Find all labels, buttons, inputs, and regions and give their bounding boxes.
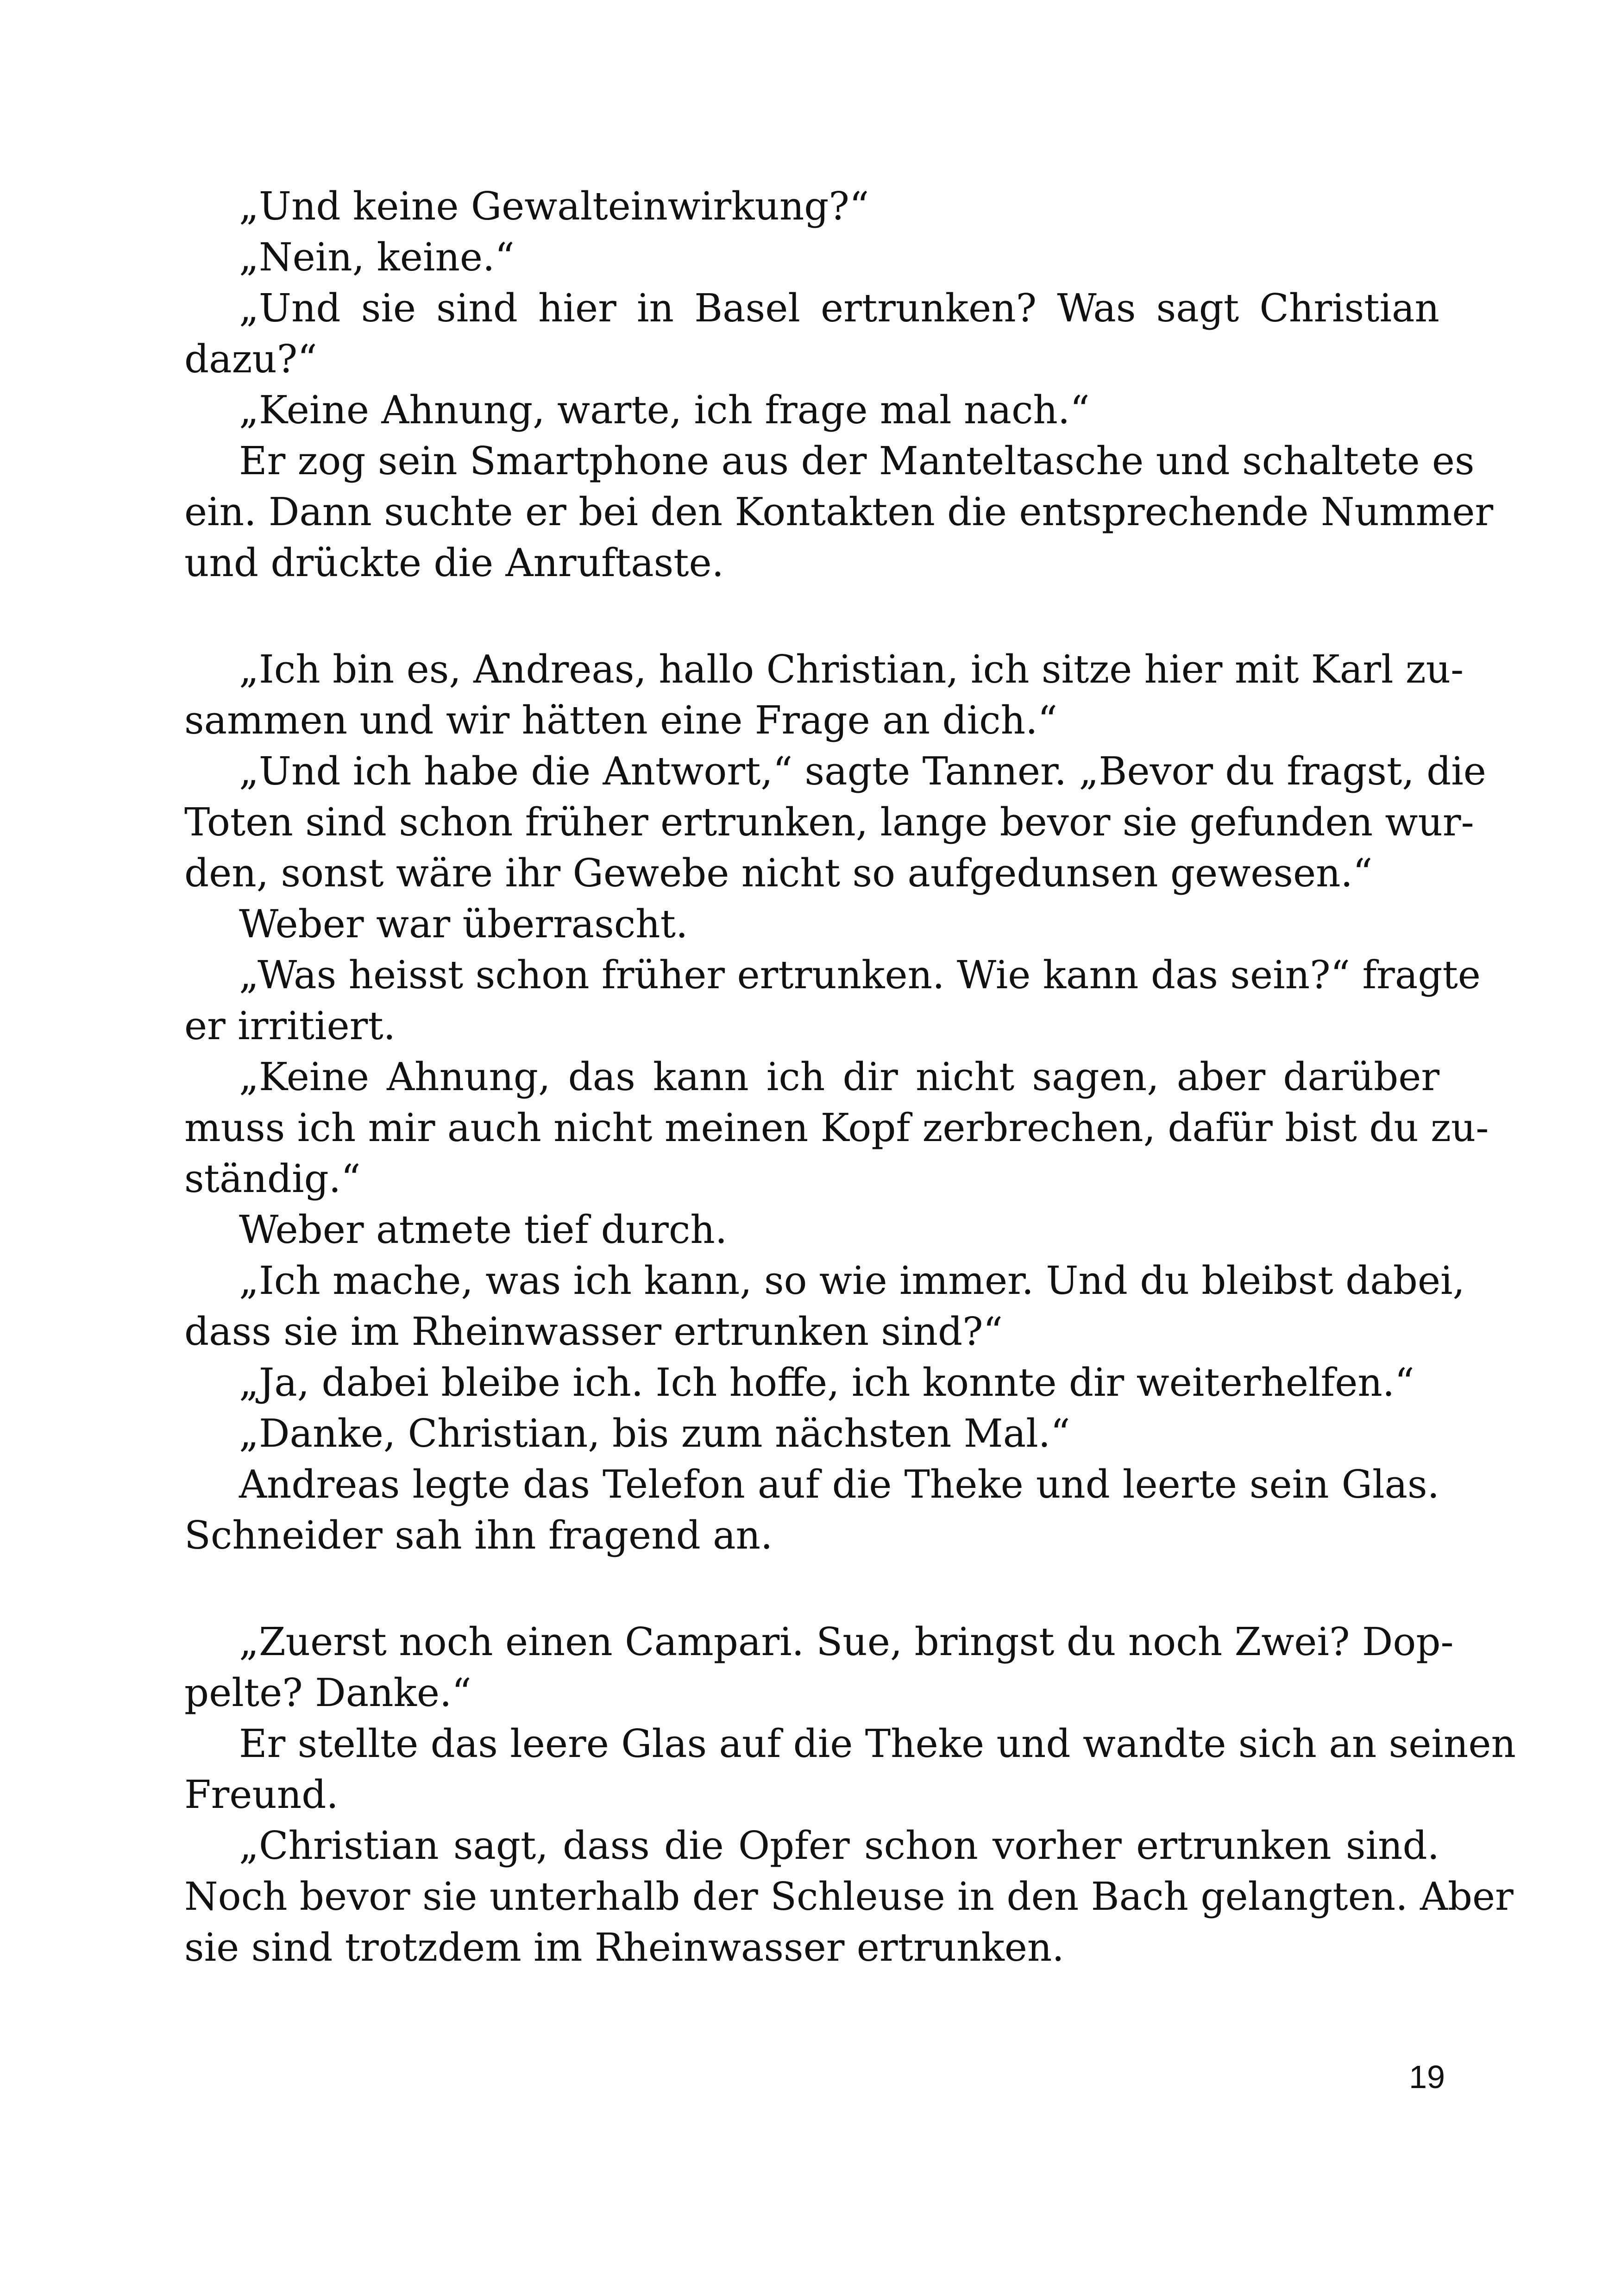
text-line: „Ja, dabei bleibe ich. Ich hoffe, ich konnte dir weiterhelfen.“ [239, 1360, 1414, 1405]
text-line: „Und ich habe die Antwort,“ sagte Tanner. „Bevor du fragst, die [239, 749, 1486, 794]
text-line: „Danke, Christian, bis zum nächsten Mal.“ [239, 1411, 1070, 1456]
text-line: und drückte die Anruftaste. [184, 540, 724, 585]
text-line: sammen und wir hätten eine Frage an dich.“ [184, 698, 1057, 743]
text-line: „Ich bin es, Andreas, hallo Christian, ich sitze hier mit Karl zu- [239, 647, 1464, 692]
text-line: „Nein, keine.“ [239, 235, 515, 280]
text-line: den, sonst wäre ihr Gewebe nicht so aufgedunsen gewesen.“ [184, 851, 1373, 896]
text-line: Freund. [184, 1772, 339, 1817]
text-line: Andreas legte das Telefon auf die Theke und leerte sein Glas. [239, 1462, 1439, 1507]
text-line: ein. Dann suchte er bei den Kontakten die entsprechende Nummer [184, 489, 1494, 534]
text-line: ständig.“ [184, 1156, 361, 1201]
text-line: Weber atmete tief durch. [239, 1207, 728, 1252]
text-line: „Ich mache, was ich kann, so wie immer. Und du bleibst dabei, [239, 1258, 1465, 1303]
text-line: „Christian sagt, dass die Opfer schon vorher ertrunken sind. [239, 1823, 1439, 1868]
text-line: „Keine Ahnung, das kann ich dir nicht sagen, aber darüber [239, 1054, 1439, 1099]
text-line: dass sie im Rheinwasser ertrunken sind?“ [184, 1309, 1003, 1354]
text-line: er irritiert. [184, 1004, 396, 1048]
text-line: Weber war überrascht. [239, 902, 688, 947]
text-line: Noch bevor sie unterhalb der Schleuse in den Bach gelangten. Aber [184, 1874, 1514, 1919]
text-line: „Und sie sind hier in Basel ertrunken? Was sagt Christian [239, 286, 1439, 331]
text-line: dazu?“ [184, 337, 317, 382]
text-line: Schneider sah ihn fragend an. [184, 1513, 773, 1558]
text-line: „Zuerst noch einen Campari. Sue, bringst du noch Zwei? Dop- [239, 1619, 1454, 1664]
text-line: „Was heisst schon früher ertrunken. Wie kann das sein?“ fragte [239, 953, 1481, 997]
text-line: Er zog sein Smartphone aus der Manteltasche und schaltete es [239, 439, 1475, 483]
text-line: pelte? Danke.“ [184, 1670, 471, 1715]
text-line: Toten sind schon früher ertrunken, lange bevor sie gefunden wur- [184, 800, 1474, 845]
page-number: 19 [1409, 2059, 1445, 2095]
text-line: Er stellte das leere Glas auf die Theke und wandte sich an seinen [239, 1721, 1516, 1766]
text-line: sie sind trotzdem im Rheinwasser ertrunken. [184, 1925, 1064, 1970]
text-line: „Keine Ahnung, warte, ich frage mal nach.“ [239, 388, 1090, 433]
text-line: muss ich mir auch nicht meinen Kopf zerbrechen, dafür bist du zu- [184, 1105, 1489, 1150]
text-line: „Und keine Gewalteinwirkung?“ [239, 184, 869, 229]
